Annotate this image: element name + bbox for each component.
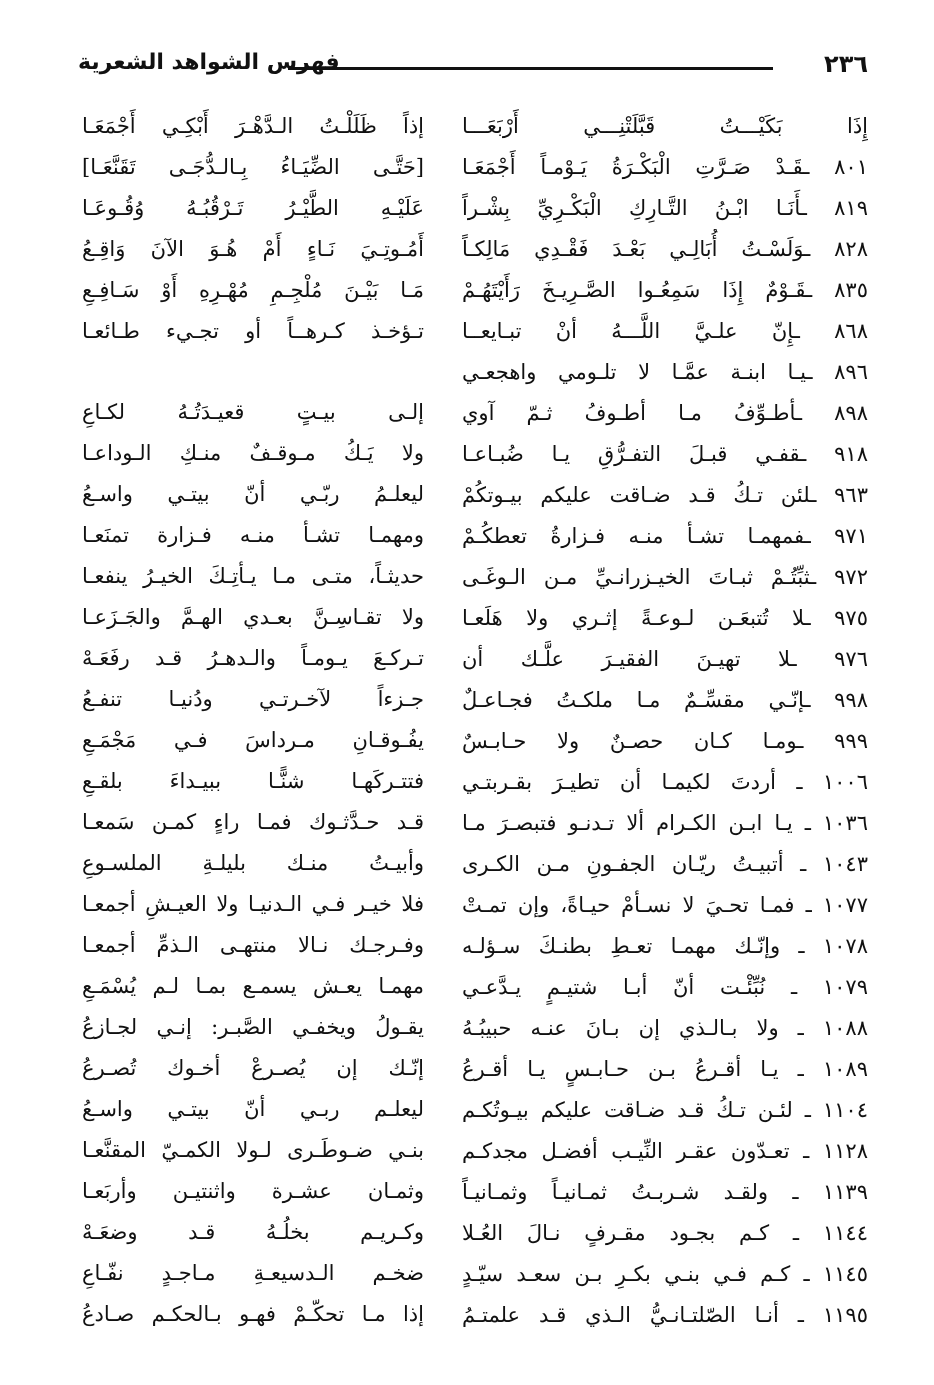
page-header xyxy=(78,48,868,88)
verse-line: ٩٧٦ ـلا تهيـنَ الفقيـرَ علَّـك أن xyxy=(462,647,868,671)
verse-line: يقـولُ ويخفـي الصَّبـر: إنـي لجـازعُ xyxy=(82,1015,424,1039)
verse-line: ٨٣٥ ـقَـوْمٌ إِذَا سَمِعُـوا الصَّـرِيـخَ رَأَيْتَهُـمْ xyxy=(462,278,868,302)
verse-line: ١٠٧٨ ـ وإنّـك مهمـا تعـطِ بطنـكَ سـؤلـه xyxy=(462,934,868,958)
verse-line: عَلَيْـهِ الطَّيْـرُ تَـرْقُبُـهُ وُقُـوعَـا xyxy=(82,196,424,220)
verse-line: ١١٤٥ ـ كـم فـي بنـي بكـرِ بـن سعـد سيّـدٍ xyxy=(462,1262,868,1286)
verse-line: ٨٠١ ـقَـدْ صَـرَّتِ الْبَكْـرَةُ يَـوْمـاً أَجْمَعَـا xyxy=(462,155,868,179)
verse-line: وثمـان عشـرة واثنتيـن وأربَعـا xyxy=(82,1179,424,1203)
verse-line: تـركـعَ يـومـاً والـدهـرُ قـد رفَعَـهْ xyxy=(82,646,424,670)
verse-line: ٩٩٩ ـومـا كـان حصـنٌ ولا حـابـسٌ xyxy=(462,729,868,753)
verse-line: تـؤخـذ كـرهــاً أو تجـيء طـائعـا xyxy=(82,319,424,343)
verse-line: ٨٢٨ ـوَلَسْـتُ أُبَالِـي بَعْـدَ فَقْـدِي مَالِكـاً xyxy=(462,237,868,261)
verse-line: ١٠٠٦ ـ أردتَ لكيمـا أن تطيـرَ بقـربتـي xyxy=(462,770,868,794)
verse-line: ولا يَـكُ مـوقـفٌ منـكِ الـوداعـا xyxy=(82,441,424,465)
verse-line: [حَتَّـى الضِّيَـاءُ بِـالـدُّجَـى تَقَنَّعَـا] xyxy=(82,155,424,179)
verse-line: ١١٠٤ ـ لئـن تـكُ قـد ضـاقت عليكم بيـوتُكـم xyxy=(462,1098,868,1122)
verse-line: بنـي ضـوطَـرى لـولا الكمـيّ المقنَّعـا xyxy=(82,1138,424,1162)
verse-line: ٩١٨ ـقفـي قبـلَ التفـرُّقِ يـا ضُبـاعـا xyxy=(462,442,868,466)
verse-line: إِذَا بَكَيْـــتُ قَبَّلَتْنِـــي أَرْبَعَـــا xyxy=(462,114,868,138)
page-number: ٢٣٦ xyxy=(824,50,868,78)
verse-line: ليعلـمُ ربّـي أنّ بيتـي واسـعُ xyxy=(82,482,424,506)
verse-line: ١٠٨٨ ـ ولا بـالـذي إن بـانَ عنـه حبيبُـهُ xyxy=(462,1016,868,1040)
verse-line: ١٠٣٦ ـ يـا ابـن الكـرام ألا تـدنـو فتبصـرَ مـا xyxy=(462,811,868,835)
verse-line: وفـرجـك نـالا منتهـى الـذمِّ أجمعـا xyxy=(82,933,424,957)
verse-line: إلـى بيـتٍ قعيـدَتُـهُ لكـاعِ xyxy=(82,400,424,424)
verse-line: ١١٢٨ ـ تعـدّون عقـر النِّيـب أفضـل مجدكـم xyxy=(462,1139,868,1163)
verse-line: ١١٣٩ ـ ولقـد شـربـتُ ثمـانيـاً وثمـانيـاً xyxy=(462,1180,868,1204)
verse-line: ضخـم الـدسيعـةِ مـاجـدٍ نفّـاعِ xyxy=(82,1261,424,1285)
verse-line: ولا تقـاسِـنَّ بعـدي الهـمَّ والجَـزَعـا xyxy=(82,605,424,629)
verse-line: أَمُـوتِـيَ نَـاءٍ أَمْ هُـوَ الآنَ وَاقِـعُ xyxy=(82,237,424,261)
verse-line: فتتـركَهـا شنًّـا ببيـداءَ بلقـعِ xyxy=(82,769,424,793)
verse-line: إذاً ظَلَلْـتُ الـدَّهْـرَ أَبْكِـي أَجْمَعَـا xyxy=(82,114,424,138)
verse-line: ١١٤٤ ـ كـم بجـود مقـرفٍ نـالَ العُـلا xyxy=(462,1221,868,1245)
verse-line: ١٠٤٣ ـ أتبيـتُ ريّـان الجفـونِ مـن الكـرى xyxy=(462,852,868,876)
verse-line: ٩٧٥ ـلا تُتبعَـن لـوعـةً إثـري ولا هَلَعـا xyxy=(462,606,868,630)
verse-line: ٩٩٨ ـإنّـي مقسِّـمٌ مـا ملكـتُ فجـاعـلٌ xyxy=(462,688,868,712)
verse-line: إذا مـا تحكّـمْ فهـو بـالحكـم صـادعُ xyxy=(82,1302,424,1326)
verse-line: جـزءاً لآخـرتـي ودُنيـا تنفـعُ xyxy=(82,687,424,711)
verse-line: قـد حـدَّثـوك فمـا راءٍ كمـن سَمعـا xyxy=(82,810,424,834)
verse-line: ٨٩٦ ـيـا ابنـة عمَّـا لا تلـومي واهجعـي xyxy=(462,360,868,384)
verse-line: ٨٦٨ ـإِنّ علـيَّ اللَّـــهُ أنْ تبـايعــا xyxy=(462,319,868,343)
verse-line: ١١٩٥ ـ أنـا الصّلتـانـيُّ الـذي قـد علمتـمُ xyxy=(462,1303,868,1327)
verse-line: مَـا بَيْـنَ مُلْجِـمِ مُهْـرِهِ أَوْ سَـافِـعِ xyxy=(82,278,424,302)
header-rule xyxy=(288,67,773,70)
verse-line: ٩٧٢ ـثبِّتُـمْ ثبـاتَ الخيـزرانـيِّ مـن الـوغَـى xyxy=(462,565,868,589)
verse-line: ٩٦٣ ـلئن تـكُ قـد ضـاقت عليكم بيـوتكُمْ xyxy=(462,483,868,507)
section-gap xyxy=(82,352,424,392)
verse-line: وكـريـم بخلُـهُ قـد وضعَـهْ xyxy=(82,1220,424,1244)
verse-line: ١٠٧٧ ـ فمـا تحـيَ لا نسـأمْ حيـاةً، وإن تمـتْ xyxy=(462,893,868,917)
verse-line: ومهمـا تشـأ منـه فـزارة تمنَعـا xyxy=(82,523,424,547)
page-title: فهرس الشواهد الشعرية xyxy=(78,50,340,75)
verse-line: مهمـا يعـش يسمـع بمـا لـم يُسْمَـعِ xyxy=(82,974,424,998)
verse-line: ليعلـم ربـي أنّ بيتـي واسـعُ xyxy=(82,1097,424,1121)
verse-line: ٨٩٨ ـأطـوِّفُ مـا أطـوفُ ثـمّ آوي xyxy=(462,401,868,425)
verse-line: ٩٧١ ـفمهمـا تشـأ منـه فـزارةُ تعطكُـمْ xyxy=(462,524,868,548)
verse-line: وأبيـتُ منـك بليلـةِ الملسـوعِ xyxy=(82,851,424,875)
verse-line: يفُـوقـانِ مـرداسَ فـي مَجْمَـعِ xyxy=(82,728,424,752)
verse-line: ١٠٧٩ ـ نُبِّئْـت أنّ أبـا شتيـمٍ يـدَّعـي xyxy=(462,975,868,999)
left-column xyxy=(82,106,424,1335)
right-column xyxy=(462,106,868,1336)
verse-line: حديثـاً، متـى مـا يـأتِـكَ الخيـرُ ينفعـا xyxy=(82,564,424,588)
verse-line: ١٠٨٩ ـ يـا أقـرعُ بـن حـابـسٍ يـا أقـرعُ xyxy=(462,1057,868,1081)
verse-line: فلا خيـر فـي الـدنيـا ولا العيـشِ أجمعـا xyxy=(82,892,424,916)
verse-line: ٨١٩ ـأَنَـا ابْـنُ التَّـارِكِ الْبَكْـرِيِّ بِشْـراً xyxy=(462,196,868,220)
verse-line: إنّـك إن يُصـرعْ أخـوك تُصـرعُ xyxy=(82,1056,424,1080)
